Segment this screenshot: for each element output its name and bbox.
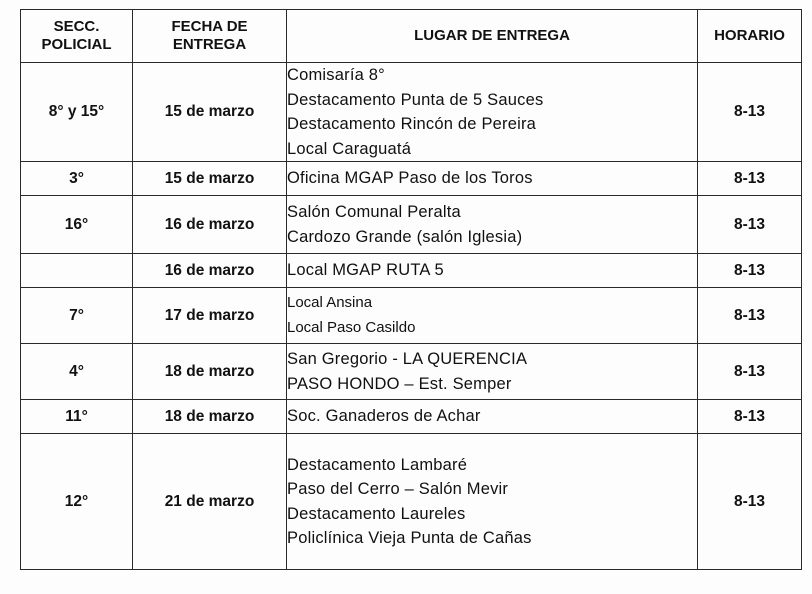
- table-row: [21, 196, 802, 254]
- cell-fecha: 21 de marzo: [133, 434, 287, 570]
- lugar-line: Local Ansina: [287, 294, 373, 311]
- cell-fecha: 16 de marzo: [133, 254, 287, 288]
- lugar-line: Comisaría 8°: [287, 66, 385, 84]
- lugar-line: Soc. Ganaderos de Achar: [287, 407, 481, 426]
- cell-fecha: 18 de marzo: [133, 344, 287, 400]
- cell-seccion: [21, 254, 133, 288]
- table-body: [21, 63, 802, 570]
- cell-lugar: [287, 288, 698, 344]
- table-row: [21, 288, 802, 344]
- lugar-line: Destacamento Lambaré: [287, 455, 468, 474]
- cell-fecha: 18 de marzo: [133, 400, 287, 434]
- lugar-line: Salón Comunal Peralta: [287, 203, 461, 221]
- cell-horario: 8-13: [698, 434, 802, 570]
- lugar-line: Destacamento Laureles: [287, 504, 466, 523]
- cell-horario: 8-13: [698, 344, 802, 400]
- cell-seccion: 8° y 15°: [21, 63, 133, 162]
- lugar-line: Cardozo Grande (salón Iglesia): [287, 227, 523, 246]
- lugar-line: Oficina MGAP Paso de los Toros: [287, 169, 533, 188]
- delivery-schedule-table: [20, 9, 802, 570]
- lugar-line: Destacamento Punta de 5 Sauces: [287, 90, 544, 109]
- header-row: [21, 10, 802, 63]
- lugar-line: Destacamento Rincón de Pereira: [287, 115, 537, 133]
- cell-fecha: 16 de marzo: [133, 196, 287, 254]
- cell-lugar: [287, 196, 698, 254]
- cell-seccion: 4°: [21, 344, 133, 400]
- lugar-line: San Gregorio - LA QUERENCIA: [287, 350, 528, 368]
- cell-horario: 8-13: [698, 400, 802, 434]
- header-seccion-policial: [21, 10, 133, 63]
- cell-lugar: [287, 344, 698, 400]
- cell-horario: 8-13: [698, 196, 802, 254]
- cell-seccion: 7°: [21, 288, 133, 344]
- cell-horario: 8-13: [698, 288, 802, 344]
- cell-fecha: 15 de marzo: [133, 63, 287, 162]
- lugar-line: PASO HONDO – Est. Semper: [287, 374, 512, 393]
- table-row: [21, 63, 802, 162]
- cell-horario: 8-13: [698, 63, 802, 162]
- cell-seccion: 12°: [21, 434, 133, 570]
- cell-lugar: [287, 63, 698, 162]
- header-seccion-line-1: SECC.: [53, 18, 100, 35]
- cell-lugar: [287, 162, 698, 196]
- cell-fecha: 17 de marzo: [133, 288, 287, 344]
- lugar-line: Paso del Cerro – Salón Mevir: [287, 480, 509, 498]
- header-lugar-entrega: LUGAR DE ENTREGA: [287, 10, 698, 63]
- table-row: [21, 254, 802, 288]
- header-horario: HORARIO: [698, 10, 802, 63]
- header-seccion-line-2: POLICIAL: [41, 36, 112, 53]
- cell-lugar: [287, 434, 698, 570]
- table-row: [21, 434, 802, 570]
- header-fecha-line-1: FECHA DE: [171, 18, 248, 35]
- cell-horario: 8-13: [698, 162, 802, 196]
- header-fecha-entrega: [133, 10, 287, 63]
- cell-seccion: 3°: [21, 162, 133, 196]
- lugar-line: Local Paso Casildo: [287, 318, 416, 336]
- header-fecha-line-2: ENTREGA: [172, 36, 247, 53]
- cell-fecha: 15 de marzo: [133, 162, 287, 196]
- cell-seccion: 11°: [21, 400, 133, 434]
- lugar-line: Policlínica Vieja Punta de Cañas: [287, 529, 532, 547]
- lugar-line: Local MGAP RUTA 5: [287, 261, 444, 280]
- table-row: [21, 344, 802, 400]
- cell-seccion: 16°: [21, 196, 133, 254]
- table-header: [21, 10, 802, 63]
- cell-lugar: [287, 400, 698, 434]
- table-row: [21, 162, 802, 196]
- cell-horario: 8-13: [698, 254, 802, 288]
- table-row: [21, 400, 802, 434]
- lugar-line: Local Caraguatá: [287, 139, 412, 158]
- cell-lugar: [287, 254, 698, 288]
